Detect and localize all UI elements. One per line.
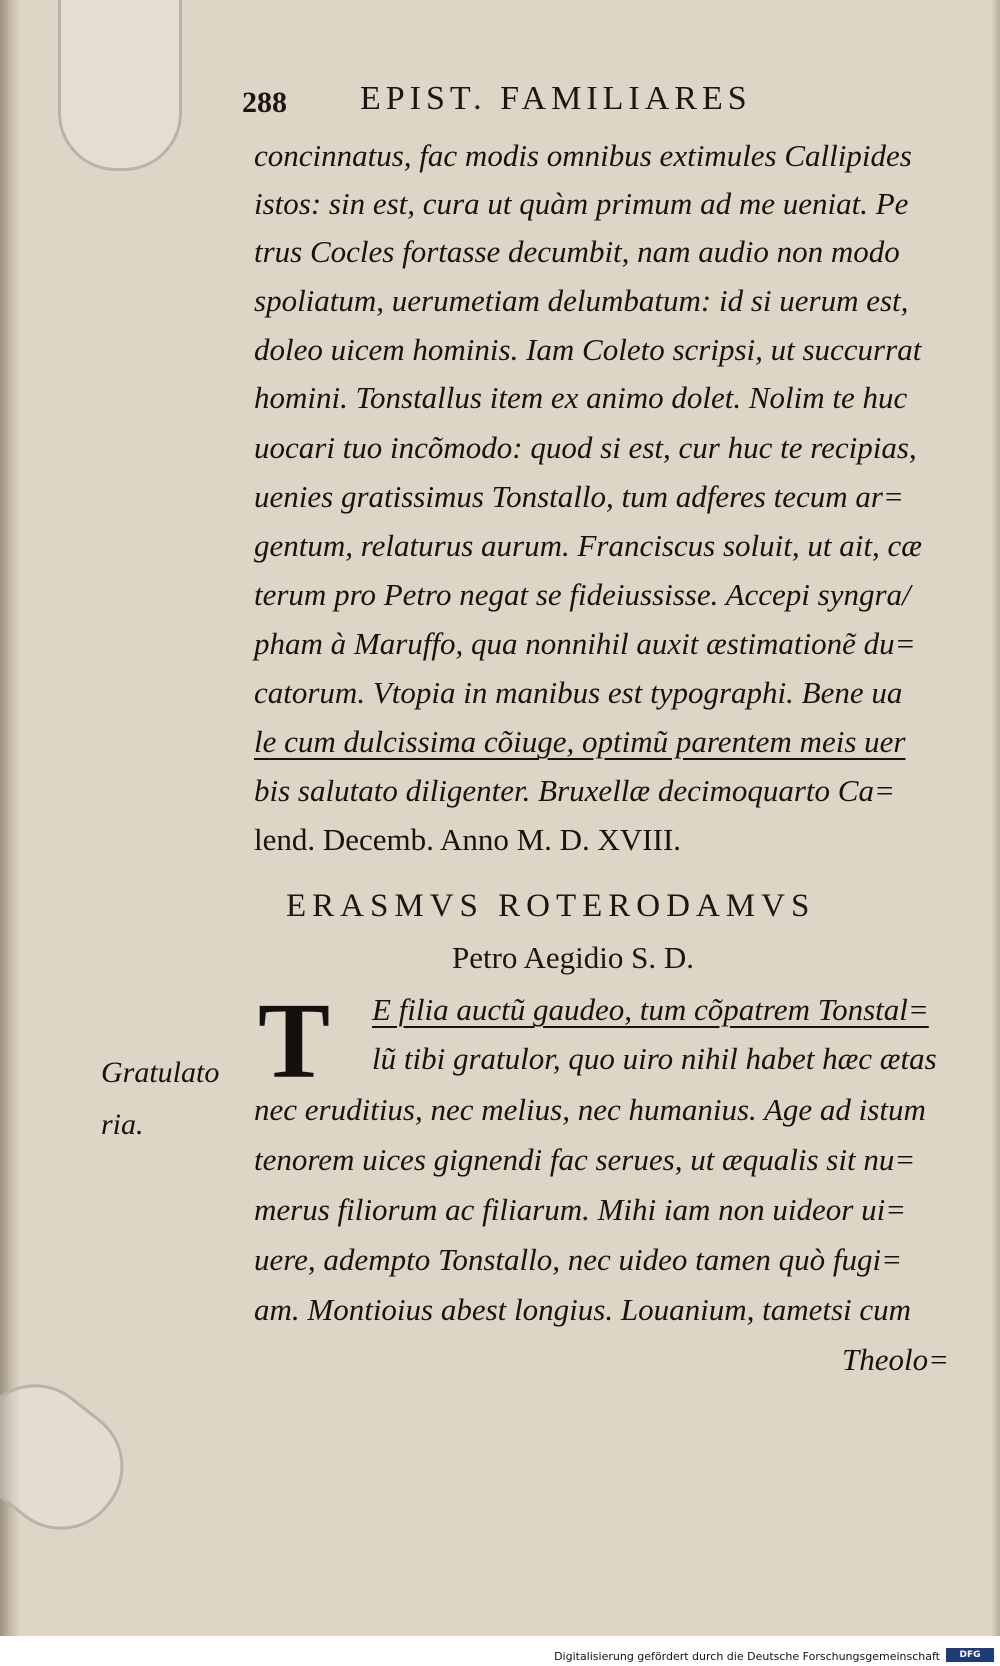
drop-cap: T — [258, 982, 331, 1101]
margin-note-line: Gratulato — [101, 1056, 220, 1089]
text-line: homini. Tonstallus item ex animo dolet. Nolim te huc — [254, 380, 908, 415]
letter-author-heading: ERASMVS ROTERODAMVS — [286, 888, 816, 924]
text-line: istos: sin est, cura ut quàm primum ad me ueniat. Pe — [254, 186, 909, 221]
running-title: EPIST. FAMILIARES — [360, 80, 752, 117]
page-header — [242, 78, 882, 122]
page-number: 288 — [242, 86, 287, 119]
text-line: uenies gratissimus Tonstallo, tum adferes tecum ar= — [254, 479, 904, 514]
text-line: gentum, relaturus aurum. Franciscus soluit, ut ait, cæ — [254, 528, 922, 563]
footer-credit: Digitalisierung gefördert durch die Deutsche Forschungsgemeinschaft — [554, 1650, 940, 1663]
text-line: spoliatum, uerumetiam delumbatum: id si uerum est, — [254, 283, 909, 318]
text-line: bis salutato diligenter. Bruxellæ decimoquarto Ca= — [254, 773, 895, 808]
margin-note — [101, 1047, 219, 1151]
text-line: am. Montioius abest longius. Louanium, tametsi cum — [254, 1292, 912, 1327]
text-line: concinnatus, fac modis omnibus extimules Callipides — [254, 138, 912, 173]
text-line: doleo uicem hominis. Iam Coleto scripsi, ut succurrat — [254, 332, 922, 367]
text-line: merus filiorum ac filiarum. Mihi iam non uideor ui= — [254, 1192, 907, 1227]
margin-note-line: ria. — [101, 1108, 144, 1141]
text-line: uere, adempto Tonstallo, nec uideo tamen quò fugi= — [254, 1242, 903, 1277]
text-line: catorum. Vtopia in manibus est typographi. Bene ua — [254, 675, 903, 710]
text-line: lũ tibi gratulor, quo uiro nihil habet hæc ætas — [372, 1041, 937, 1076]
page-right-edge — [992, 0, 1000, 1636]
text-line: nec eruditius, nec melius, nec humanius. Age ad istum — [254, 1092, 926, 1127]
text-line: trus Cocles fortasse decumbit, nam audio non modo — [254, 234, 900, 269]
dfg-logo: DFG — [946, 1648, 994, 1662]
date-line: lend. Decemb. Anno M. D. XVIII. — [254, 822, 682, 857]
catchword: Theolo= — [842, 1342, 950, 1377]
text-line: terum pro Petro negat se fideiussisse. Accepi syngra/ — [254, 577, 911, 612]
text-line: pham à Maruffo, qua nonnihil auxit æstimationẽ du= — [254, 626, 916, 661]
page-clip-top — [58, 0, 182, 171]
text-line-underlined: le cum dulcissima cõiuge, optimũ parentem meis uer — [254, 724, 906, 759]
text-line: tenorem uices gignendi fac serues, ut æqualis sit nu= — [254, 1142, 916, 1177]
letter-addressee: Petro Aegidio S. D. — [452, 940, 694, 975]
text-line: E filia auctũ gaudeo, tum cõpatrem Tonstal= — [372, 992, 929, 1027]
text-line: uocari tuo incõmodo: quod si est, cur huc te recipias, — [254, 430, 917, 465]
